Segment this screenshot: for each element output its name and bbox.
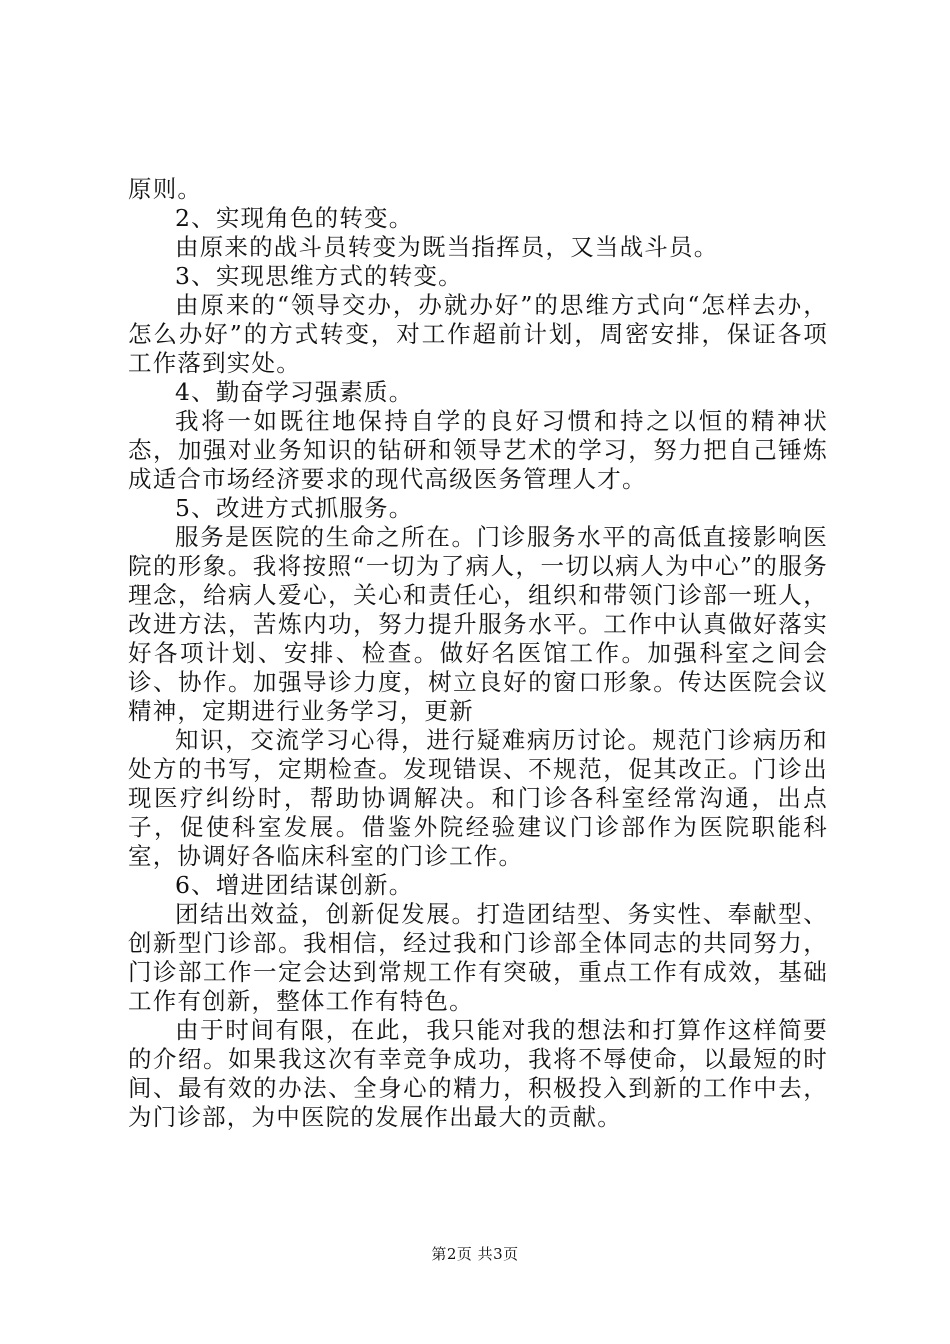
paragraph: 由原来的战斗员转变为既当指挥员，又当战斗员。 (175, 233, 719, 261)
paragraph: 团结出效益，创新促发展。打造团结型、务实性、奉献型、创新型门诊部。我相信，经过我和门诊部全体同志的共同努力，门诊部工作一定会达到常规工作有突破，重点工作有成效，基础工作有创新，整体工作有特色。 (128, 900, 828, 1015)
paragraph: 由原来的“领导交办，办就办好”的思维方式向“怎样去办，怎么办好”的方式转变，对工作超前计划，周密安排，保证各项工作落到实处。 (128, 291, 828, 377)
paragraph: 知识，交流学习心得，进行疑难病历讨论。规范门诊病历和处方的书写，定期检查。发现错误、不规范，促其改正。门诊出现医疗纠纷时，帮助协调解决。和门诊各科室经常沟通，出点子，促使科室发展。借鉴外院经验建议门诊部作为医院职能科室，协调好各临床科室的门诊工作。 (128, 726, 828, 870)
paragraph: 我将一如既往地保持自学的良好习惯和持之以恒的精神状态，加强对业务知识的钻研和领导艺术的学习，努力把自己锤炼成适合市场经济要求的现代高级医务管理人才。 (128, 407, 828, 493)
paragraph: 服务是医院的生命之所在。门诊服务水平的高低直接影响医院的形象。我将按照“一切为了病人，一切以病人为中心”的服务理念，给病人爱心，关心和责任心，组织和带领门诊部一班人，改进方法，苦炼内功，努力提升服务水平。工作中认真做好落实好各项计划、安排、检查。做好名医馆工作。加强科室之间会诊、协作。加强导诊力度，树立良好的窗口形象。传达医院会议精神，定期进行业务学习，更新 (128, 523, 828, 725)
heading-thinking-change: 3、实现思维方式的转变。 (175, 262, 463, 290)
document-body (128, 175, 828, 1132)
page-footer: 第2页 共3页 (431, 1245, 519, 1263)
heading-unity: 6、增进团结谋创新。 (175, 871, 414, 899)
paragraph-continuation: 原则。 (128, 175, 203, 203)
heading-service: 5、改进方式抓服务。 (175, 494, 414, 522)
heading-study: 4、勤奋学习强素质。 (175, 378, 414, 406)
paragraph-closing: 由于时间有限，在此，我只能对我的想法和打算作这样简要的介绍。如果我这次有幸竞争成功，我将不辱使命，以最短的时间、最有效的办法、全身心的精力，积极投入到新的工作中去，为门诊部，为中医院的发展作出最大的贡献。 (128, 1016, 828, 1131)
heading-role-change: 2、实现角色的转变。 (175, 204, 414, 232)
